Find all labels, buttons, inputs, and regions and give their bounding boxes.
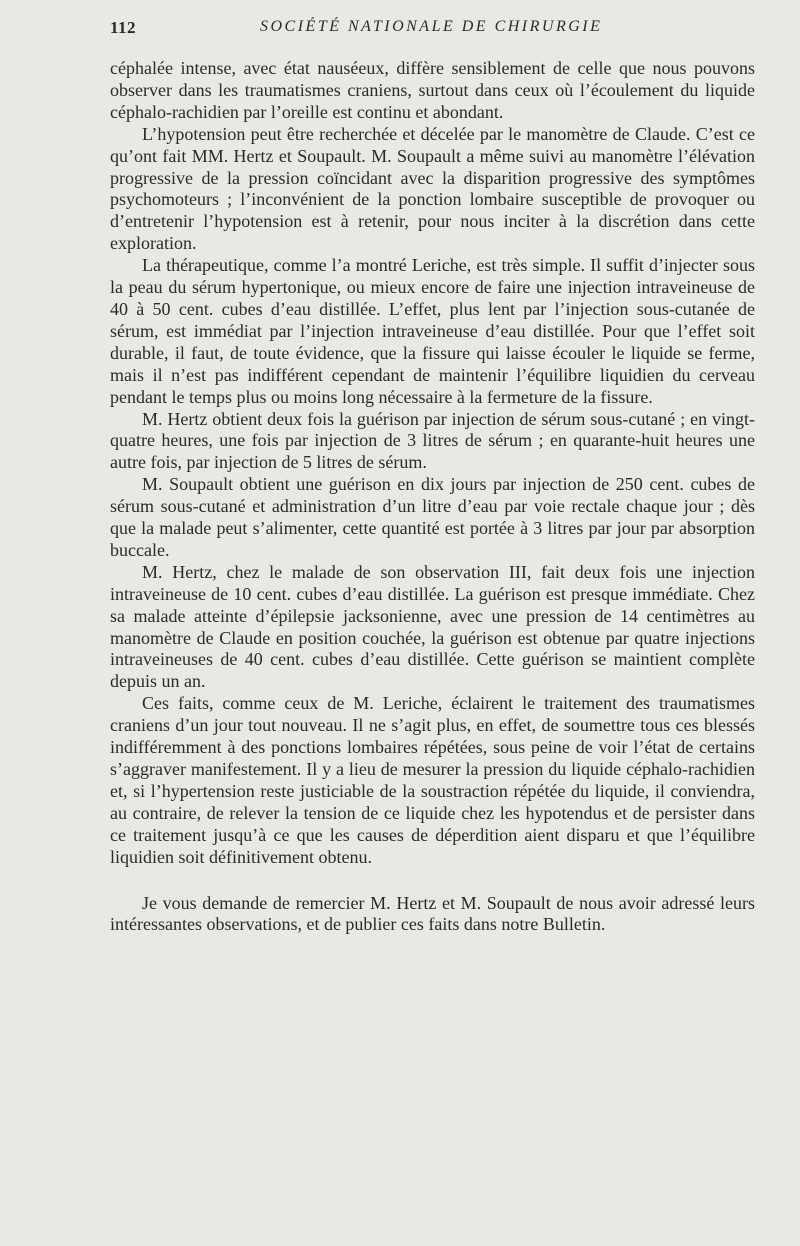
paragraph: M. Hertz obtient deux fois la guérison par injection de sérum sous-cutané ; en vingt-quatre heures, une fois par injection de 3 litres de sérum ; en quarante-huit heures une autre fois, par injection de 5 litres de sérum. [110,408,755,473]
closing-paragraph: Je vous demande de remercier M. Hertz et M. Soupault de nous avoir adressé leurs intéressantes observations, et de publier ces faits dans notre Bulletin. [110,892,755,935]
running-head: SOCIÉTÉ NATIONALE DE CHIRURGIE [260,18,603,35]
paragraph: céphalée intense, avec état nauséeux, diffère sensiblement de celle que nous pouvons observer dans les traumatismes craniens, surtout dans ceux où l’écoulement du liquide céphalo-rachidien par l’oreille est continu et abondant. [110,58,755,122]
paragraph: M. Soupault obtient une guérison en dix jours par injection de 250 cent. cubes de sérum sous-cutané et administration d’un litre d’eau par voie rectale chaque jour ; dès que la malade peut s’alimenter, cette quantité est portée à 3 litres par jour par absorption buccale. [110,474,755,560]
paragraph: La thérapeutique, comme l’a montré Leriche, est très simple. Il suffit d’injecter sous la peau du sérum hypertonique, ou mieux encore de faire une injection intraveineuse de 40 à 50 cent. cubes d’eau distillée. L’effet, plus lent par l’injection sous-cutanée de sérum, est immédiat par l’injection intraveineuse d’eau distillée. Pour que l’effet soit durable, il faut, de toute évidence, que la fissure qui laisse écouler le liquide se ferme, mais il n’est pas indifférent cependant de maintenir l’équilibre liquidien du cerveau pendant le temps plus ou moins long nécessaire à la fermeture de la fissure. [110,255,755,407]
paragraph: L’hypotension peut être recherchée et décelée par le manomètre de Claude. C’est ce qu’ont fait MM. Hertz et Soupault. M. Soupault a même suivi au manomètre l’élévation progressive de la pression coïncidant avec la disparition progressive des symptômes psychomoteurs ; l’inconvénient de la ponction lombaire susceptible de provoquer ou d’entretenir l’hypotension est à retenir, pour nous inciter à la discrétion dans cette exploration. [110,123,755,254]
body-text [110,58,755,936]
paragraph: M. Hertz, chez le malade de son observation III, fait deux fois une injection intraveineuse de 10 cent. cubes d’eau distillée. La guérison est presque immédiate. Chez sa malade atteinte d’épilepsie jacksonienne, avec une pression de 14 centimètres au manomètre de Claude en position couchée, la guérison est obtenue par quatre injections intraveineuses de 40 cent. cubes d’eau distillée. Cette guérison se maintient complète depuis un an. [110,561,755,692]
paragraph: Ces faits, comme ceux de M. Leriche, éclairent le traitement des traumatismes craniens d’un jour tout nouveau. Il ne s’agit plus, en effet, de soumettre tous ces blessés indifféremment à des ponctions lombaires répétées, sous peine de voir l’état de certains s’aggraver manifestement. Il y a lieu de mesurer la pression du liquide céphalo-rachidien et, si l’hypertension reste justiciable de la soustraction répétée du liquide, il conviendra, au contraire, de relever la tension de ce liquide chez les hypotendus et de persister dans ce traitement jusqu’à ce que les causes de déperdition aient disparu et que l’équilibre liquidien soit définitivement obtenu. [110,693,755,867]
page-header [110,18,760,42]
page-number: 112 [110,18,137,37]
